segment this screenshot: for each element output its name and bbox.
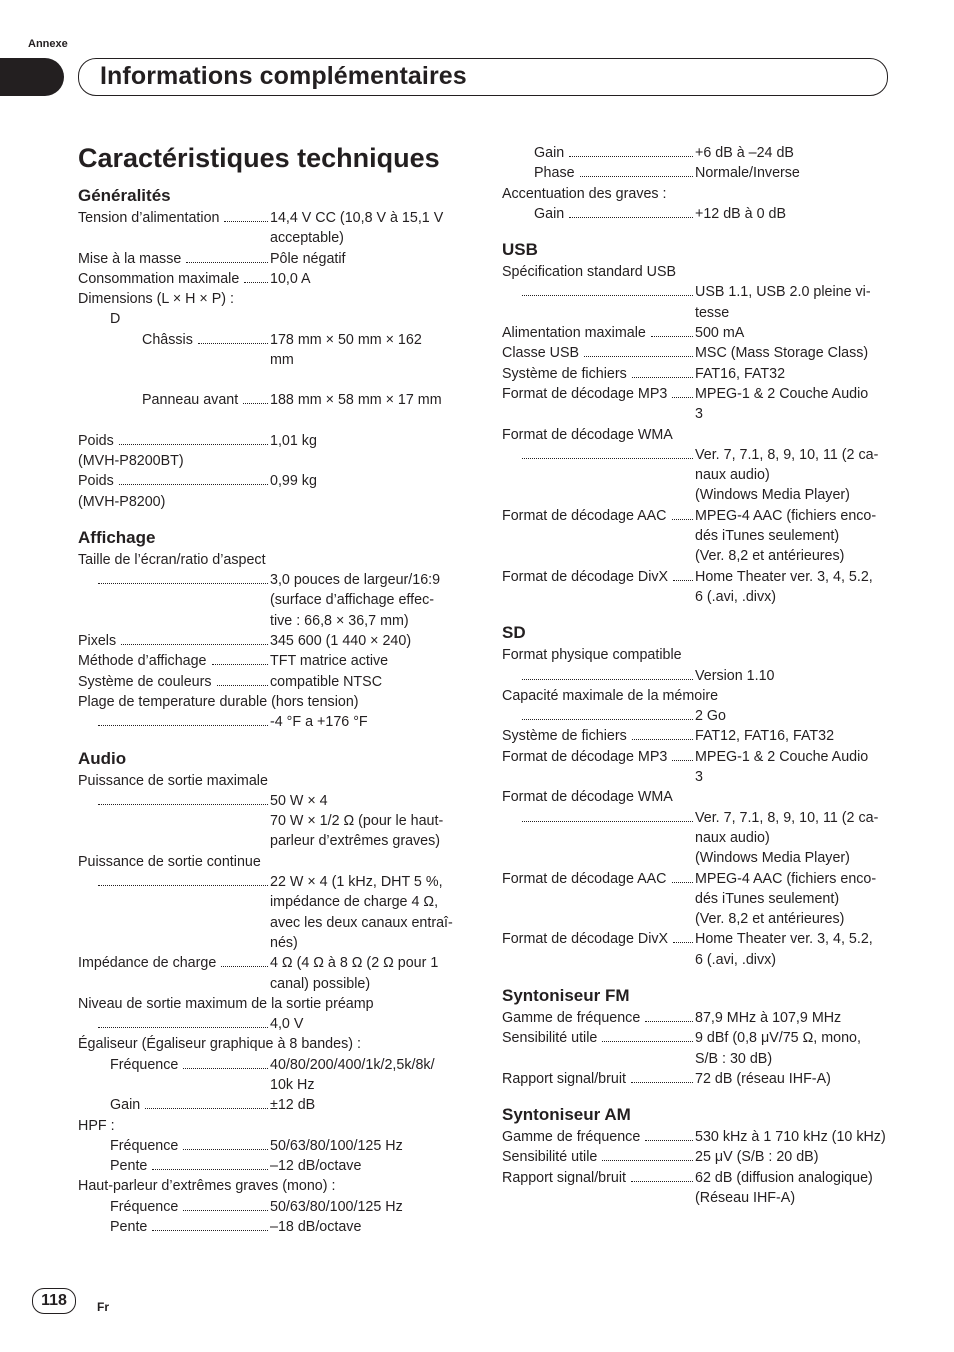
spec-label: Classe USB [502, 345, 580, 362]
spec-row-eq-gain [78, 1095, 468, 1115]
spec-row-usb-classe [502, 343, 892, 363]
spec-label-usb-wma: Format de décodage WMA [502, 426, 673, 443]
spec-label: Système de couleurs [78, 673, 212, 690]
spec-row-impedance [78, 953, 468, 994]
spec-label: Impédance de charge [78, 955, 217, 972]
spec-value: MPEG-4 AAC (fichiers enco- dés iTunes seulement) (Ver. 8,2 et antérieures) [695, 870, 877, 928]
spec-value: 178 mm × 50 mm × 162 mm [270, 331, 422, 369]
spec-row-fm-gamme [502, 1008, 892, 1028]
spec-value: USB 1.1, USB 2.0 pleine vi- tesse [695, 284, 871, 321]
spec-row-usb-alim [502, 323, 892, 343]
spec-row-am-gamme [502, 1127, 892, 1147]
spec-label-puissance-cont: Puissance de sortie continue [78, 853, 261, 870]
spec-value: –12 dB/octave [270, 1158, 362, 1175]
spec-value: -4 °F a +176 °F [270, 714, 368, 731]
spec-label: Fréquence [110, 1198, 179, 1215]
spec-label-plage: Plage de temperature durable (hors tension) [78, 693, 359, 710]
spec-label: Sensibilité utile [502, 1149, 598, 1166]
spec-label-egaliseur: Égaliseur (Égaliseur graphique à 8 bandes) : [78, 1036, 361, 1053]
spec-value: ±12 dB [270, 1097, 316, 1114]
spec-row-fm-rapport [502, 1069, 892, 1089]
spec-row-poids-1 [78, 431, 468, 451]
spec-row-usb-fichiers [502, 364, 892, 384]
spec-row-tension [78, 208, 468, 249]
spec-label-dimensions: Dimensions (L × H × P) : [78, 291, 234, 308]
header-title: Informations complémentaires [100, 62, 467, 90]
spec-value: Ver. 7, 7.1, 8, 9, 10, 11 (2 ca- naux audio) (Windows Media Player) [695, 446, 879, 504]
spec-row-usb-divx [502, 567, 892, 608]
spec-value: 87,9 MHz à 107,9 MHz [695, 1009, 842, 1026]
spec-value: 500 mA [695, 325, 745, 342]
spec-row-sd-divx [502, 929, 892, 970]
spec-label: Système de fichiers [502, 365, 627, 382]
spec-label: Format de décodage AAC [502, 507, 667, 524]
section-heading-affichage: Affichage [78, 527, 156, 547]
spec-label: Rapport signal/bruit [502, 1070, 626, 1087]
spec-value: TFT matrice active [270, 653, 389, 670]
spec-label-usb-spec: Spécification standard USB [502, 264, 677, 281]
spec-value: 72 dB (réseau IHF-A) [695, 1070, 831, 1087]
spec-label: Gain [534, 205, 565, 222]
spec-label: Mise à la masse [78, 250, 182, 267]
spec-value: Version 1.10 [695, 667, 775, 684]
spec-value: –18 dB/octave [270, 1219, 362, 1236]
spec-row-usb-mp3 [502, 384, 892, 425]
spec-value: 50/63/80/100/125 Hz [270, 1137, 403, 1154]
spec-row-sd-wma [502, 808, 892, 869]
spec-row-fm-sensibilite [502, 1028, 892, 1069]
spec-label-accentuation: Accentuation des graves : [502, 185, 667, 202]
spec-label-puissance-max: Puissance de sortie maximale [78, 772, 268, 789]
spec-label: Système de fichiers [502, 728, 627, 745]
spec-label: Format de décodage MP3 [502, 385, 668, 402]
spec-label: Méthode d’affichage [78, 653, 207, 670]
spec-label: Gamme de fréquence [502, 1009, 641, 1026]
spec-row-sd-aac [502, 869, 892, 930]
spec-label: Alimentation maximale [502, 325, 646, 342]
spec-row-eq-frequence [78, 1055, 468, 1096]
spec-row-taille [78, 570, 468, 631]
section-heading-usb: USB [502, 240, 538, 260]
section-heading-sd: SD [502, 623, 526, 643]
spec-label-sd-capacite: Capacité maximale de la mémoire [502, 687, 719, 704]
spec-value: 3,0 pouces de largeur/16:9 (surface d’affichage effec- tive : 66,8 × 36,7 mm) [270, 572, 441, 629]
spec-value: 4,0 V [270, 1016, 304, 1033]
spec-row-puissance-max [78, 791, 468, 852]
spec-value: 14,4 V CC (10,8 V à 15,1 V acceptable) [270, 210, 444, 247]
spec-row-sub-pente [78, 1217, 468, 1237]
spec-value: Pôle négatif [270, 250, 346, 267]
spec-label: Format de décodage AAC [502, 870, 667, 887]
spec-value: 2 Go [695, 708, 726, 725]
spec-row-usb-wma [502, 445, 892, 506]
spec-label-sd-wma: Format de décodage WMA [502, 789, 673, 806]
spec-row-sd-fichiers [502, 726, 892, 746]
spec-row-accent-gain [502, 204, 892, 224]
spec-row-usb-spec [502, 282, 892, 323]
spec-label: Pente [110, 1219, 148, 1236]
spec-row-sub-frequence [78, 1197, 468, 1217]
spec-value: Home Theater ver. 3, 4, 5.2, 6 (.avi, .divx) [695, 568, 873, 605]
spec-value: 25 μV (S/B : 20 dB) [695, 1149, 819, 1166]
spec-row-am-sensibilite [502, 1147, 892, 1167]
spec-label: Fréquence [110, 1137, 179, 1154]
spec-label-subwoofer: Haut-parleur d’extrêmes graves (mono) : [78, 1178, 336, 1195]
spec-value: Ver. 7, 7.1, 8, 9, 10, 11 (2 ca- naux audio) (Windows Media Player) [695, 809, 879, 867]
spec-model: (MVH-P8200BT) [78, 452, 184, 469]
spec-value: MPEG-4 AAC (fichiers enco- dés iTunes seulement) (Ver. 8,2 et antérieures) [695, 507, 877, 565]
spec-label-dimensions-d: D [110, 311, 121, 328]
spec-row-plage [78, 712, 468, 732]
spec-row-gain [502, 143, 892, 163]
spec-label: Poids [78, 473, 114, 490]
spec-label: Pixels [78, 633, 117, 650]
spec-row-methode [78, 651, 468, 671]
spec-value: 345 600 (1 440 × 240) [270, 633, 412, 650]
spec-label: Sensibilité utile [502, 1030, 598, 1047]
spec-row-poids-2 [78, 471, 468, 491]
spec-row-pixels [78, 631, 468, 651]
spec-value: +12 dB à 0 dB [695, 205, 787, 222]
spec-value: FAT16, FAT32 [695, 365, 786, 382]
spec-row-masse [78, 249, 468, 269]
spec-row-couleurs [78, 672, 468, 692]
spec-value: 188 mm × 58 mm × 17 mm [270, 392, 442, 409]
section-tab-marker [0, 58, 64, 96]
spec-row-sd-capacite [502, 706, 892, 726]
spec-label: Format de décodage DivX [502, 568, 669, 585]
spec-row-niveau [78, 1014, 468, 1034]
spec-value: 530 kHz à 1 710 kHz (10 kHz) [695, 1129, 886, 1146]
section-heading-generalites: Généralités [78, 186, 171, 205]
spec-label-hpf: HPF : [78, 1117, 115, 1134]
spec-value: +6 dB à –24 dB [695, 145, 794, 161]
spec-label: Format de décodage DivX [502, 931, 669, 948]
spec-label: Fréquence [110, 1056, 179, 1073]
section-heading-fm: Syntoniseur FM [502, 985, 630, 1005]
spec-label: Pente [110, 1158, 148, 1175]
spec-label-taille: Taille de l’écran/ratio d’aspect [78, 551, 266, 568]
spec-row-hpf-frequence [78, 1136, 468, 1156]
spec-label: Gain [110, 1097, 141, 1114]
spec-value: MSC (Mass Storage Class) [695, 345, 869, 362]
page-number: 118 [32, 1288, 76, 1314]
spec-value: 1,01 kg [270, 432, 317, 449]
spec-row-panneau [78, 390, 468, 410]
spec-label: Format de décodage MP3 [502, 748, 668, 765]
spec-value: 62 dB (diffusion analogique) (Réseau IHF-A) [695, 1169, 873, 1207]
spec-row-sd-mp3 [502, 747, 892, 788]
spec-value: 10,0 A [270, 270, 311, 287]
left-column [78, 184, 468, 1237]
spec-label: Poids [78, 432, 114, 449]
spec-row-am-rapport [502, 1168, 892, 1209]
spec-row-sd-format [502, 666, 892, 686]
spec-row-usb-aac [502, 506, 892, 567]
page-title: Caractéristiques techniques [78, 143, 440, 173]
spec-row-consommation [78, 269, 468, 289]
spec-value: FAT12, FAT16, FAT32 [695, 728, 835, 745]
spec-value: Home Theater ver. 3, 4, 5.2, 6 (.avi, .divx) [695, 931, 873, 968]
spec-row-phase [502, 163, 892, 183]
spec-value: 4 Ω (4 Ω à 8 Ω (2 Ω pour 1 canal) possible) [270, 955, 439, 992]
spec-value: 50 W × 4 70 W × 1/2 Ω (pour le haut- parleur d’extrêmes graves) [270, 792, 444, 850]
spec-label: Gain [534, 145, 565, 161]
spec-label-niveau: Niveau de sortie maximum de la sortie préamp [78, 995, 374, 1012]
spec-value: 0,99 kg [270, 473, 317, 490]
spec-value: MPEG-1 & 2 Couche Audio 3 [695, 385, 869, 423]
right-column [502, 143, 892, 1208]
spec-row-hpf-pente [78, 1156, 468, 1176]
language-tag: Fr [97, 1300, 109, 1314]
spec-label: Rapport signal/bruit [502, 1169, 626, 1186]
spec-value: Normale/Inverse [695, 165, 800, 182]
spec-label: Gamme de fréquence [502, 1129, 641, 1146]
spec-model: (MVH-P8200) [78, 493, 166, 510]
spec-value: compatible NTSC [270, 673, 383, 690]
spec-label: Consommation maximale [78, 270, 240, 287]
spec-value: 50/63/80/100/125 Hz [270, 1198, 403, 1215]
spec-label-sd-format: Format physique compatible [502, 647, 682, 664]
section-heading-am: Syntoniseur AM [502, 1105, 631, 1125]
section-tag: Annexe [28, 38, 68, 50]
spec-value: MPEG-1 & 2 Couche Audio 3 [695, 748, 869, 786]
section-heading-audio: Audio [78, 748, 127, 768]
spec-row-puissance-cont [78, 872, 468, 953]
spec-label: Panneau avant [142, 392, 239, 409]
spec-row-chassis [78, 330, 468, 371]
spec-label: Tension d’alimentation [78, 210, 220, 226]
spec-value: 40/80/200/400/1k/2,5k/8k/ 10k Hz [270, 1056, 435, 1093]
spec-value: 22 W × 4 (1 kHz, DHT 5 %, impédance de charge 4 Ω, avec les deux canaux entraî- nés) [270, 874, 453, 951]
spec-label: Châssis [142, 331, 193, 348]
spec-value: 9 dBf (0,8 μV/75 Ω, mono, S/B : 30 dB) [695, 1030, 861, 1067]
spec-label: Phase [534, 165, 575, 182]
